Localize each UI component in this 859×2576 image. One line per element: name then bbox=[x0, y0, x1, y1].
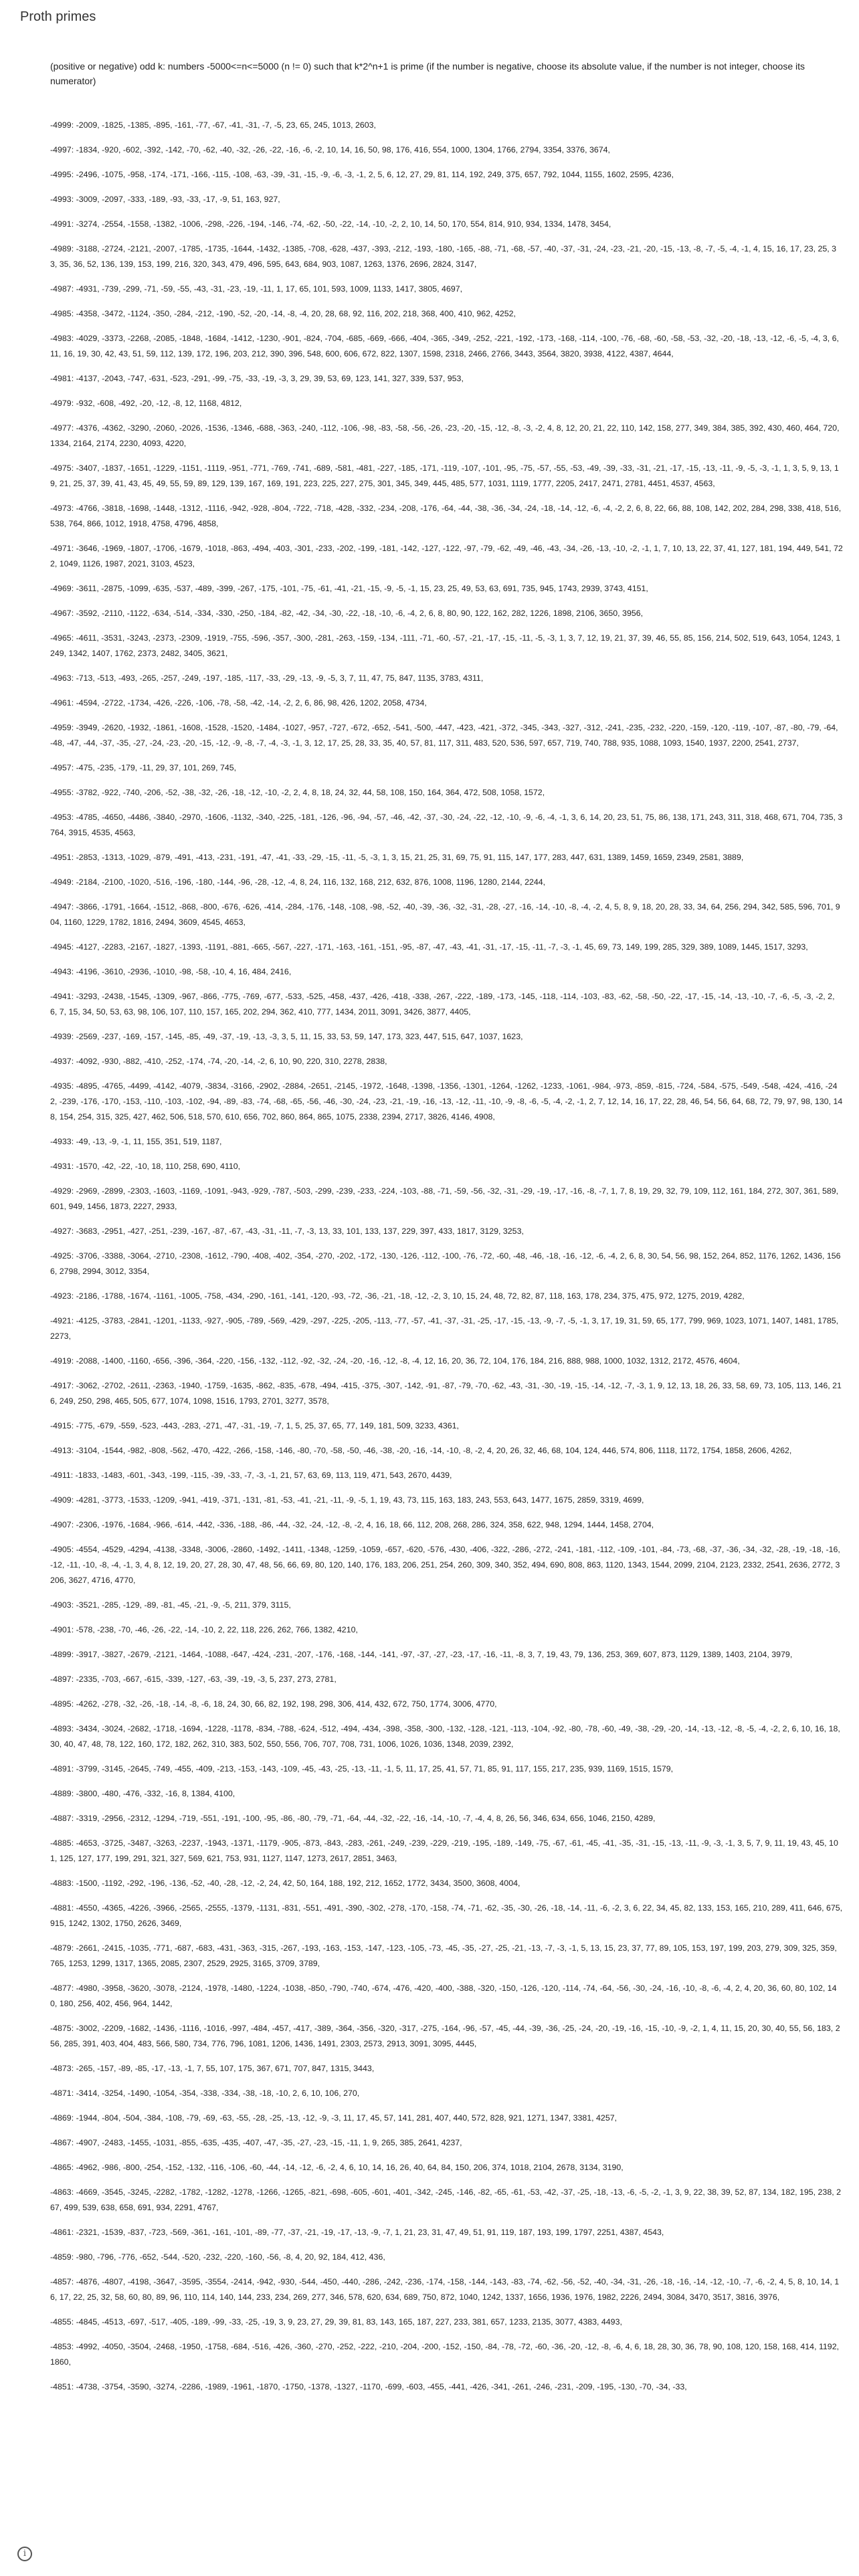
list-item: -4973: -4766, -3818, -1698, -1448, -1312, -1116, -942, -928, -804, -722, -718, -428, -332, -234, -208, -176, -64, -44, -38, -36, -34, -24, -18, -14, -12, -6, -4, -2, 2, 6, 8, 22, 66, 88, 108, 142, 202, 284, 298, 338, 418, 516, 538, 764, 866, 1012, 1918, 4758, 4796, 4858, bbox=[50, 504, 842, 528]
list-item: -4903: -3521, -285, -129, -89, -81, -45, -21, -9, -5, 211, 379, 3115, bbox=[50, 1600, 291, 1610]
list-item: -4891: -3799, -3145, -2645, -749, -455, -409, -213, -153, -143, -109, -45, -43, -25, -13, -11, -1, 5, 11, 17, 25, 41, 57, 71, 85, 91, 117, 155, 217, 235, 939, 1169, 1515, 1579, bbox=[50, 1764, 674, 1774]
list-item: -4935: -4895, -4765, -4499, -4142, -4079, -3834, -3166, -2902, -2884, -2651, -2145, -1972, -1648, -1398, -1356, -1301, -1264, -1262, -1233, -1061, -984, -973, -859, -815, -724, -584, -575, -549, -548, -424, -416, -242, -239, -176, -170, -153, -110, -103, -102, -94, -89, -83, -74, -68, -65, -56, -46, -30, -24, -23, -21, -19, -16, -13, -12, -11, -10, -9, -8, -6, -5, -4, -2, -1, 2, 7, 12, 14, 16, 17, 22, 28, 46, 54, 56, 64, 68, 72, 79, 97, 98, 130, 148, 154, 254, 315, 325, 427, 462, 506, 518, 570, 610, 656, 702, 860, 864, 865, 1075, 2338, 2394, 2717, 3826, 4146, 4908, bbox=[50, 1081, 843, 1121]
primes-list bbox=[50, 118, 843, 2404]
list-item: -4971: -3646, -1969, -1807, -1706, -1679, -1018, -863, -494, -403, -301, -233, -202, -199, -181, -142, -127, -122, -97, -79, -62, -49, -46, -43, -34, -26, -13, -10, -2, -1, 1, 7, 10, 13, 22, 37, 41, 127, 181, 194, 449, 541, 722, 1049, 1126, 1987, 2021, 3103, 4523, bbox=[50, 544, 843, 568]
list-item: -4997: -1834, -920, -602, -392, -142, -70, -62, -40, -32, -26, -22, -16, -6, -2, 10, 14, 16, 50, 98, 176, 416, 554, 1000, 1304, 1766, 2794, 3354, 3376, 3674, bbox=[50, 145, 610, 154]
list-item: -4915: -775, -679, -559, -523, -443, -283, -271, -47, -31, -19, -7, 1, 5, 25, 37, 65, 77, 149, 181, 509, 3233, 4361, bbox=[50, 1421, 460, 1430]
list-item: -4977: -4376, -4362, -3290, -2060, -2026, -1536, -1346, -688, -363, -240, -112, -106, -98, -83, -58, -56, -26, -23, -20, -15, -12, -8, -3, -2, 4, 8, 12, 20, 21, 22, 110, 142, 158, 277, 349, 384, 385, 392, 430, 460, 464, 720, 1334, 2164, 2174, 2230, 4093, 4220, bbox=[50, 423, 840, 448]
list-item: -4905: -4554, -4529, -4294, -4138, -3348, -3006, -2860, -1492, -1411, -1348, -1259, -1059, -657, -620, -576, -430, -406, -322, -286, -272, -241, -181, -112, -109, -101, -84, -73, -68, -37, -36, -34, -32, -28, -19, -18, -16, -12, -11, -10, -8, -4, -1, 3, 4, 8, 12, 19, 20, 27, 28, 30, 47, 48, 56, 66, 69, 80, 120, 140, 176, 183, 206, 251, 254, 260, 309, 340, 352, 494, 690, 808, 863, 1120, 1343, 1544, 2099, 2104, 2123, 2332, 2541, 2636, 2772, 3206, 3627, 4716, 4770, bbox=[50, 1545, 840, 1585]
list-item: -4937: -4092, -930, -882, -410, -252, -174, -74, -20, -14, -2, 6, 10, 90, 220, 310, 2278, 2838, bbox=[50, 1057, 387, 1066]
list-item: -4863: -4669, -3545, -3245, -2282, -1782, -1282, -1278, -1266, -1265, -821, -698, -605, -601, -401, -342, -245, -146, -82, -65, -61, -53, -42, -37, -25, -18, -13, -6, -5, -2, -1, 3, 9, 22, 38, 39, 52, 87, 134, 182, 195, 238, 267, 499, 539, 638, 658, 691, 934, 2291, 4767, bbox=[50, 2187, 841, 2212]
list-item: -4925: -3706, -3388, -3064, -2710, -2308, -1612, -790, -408, -402, -354, -270, -202, -172, -130, -126, -112, -100, -76, -72, -60, -48, -46, -18, -16, -12, -6, -4, 2, 6, 8, 30, 54, 56, 98, 152, 264, 852, 1176, 1262, 1436, 1566, 2798, 2994, 3012, 3354, bbox=[50, 1251, 841, 1276]
list-item: -4889: -3800, -480, -476, -332, -16, 8, 1384, 4100, bbox=[50, 1789, 235, 1798]
list-item: -4875: -3002, -2209, -1682, -1436, -1116, -1016, -997, -484, -457, -417, -389, -364, -356, -320, -317, -275, -164, -96, -57, -45, -44, -39, -36, -25, -24, -20, -19, -16, -15, -10, -9, -2, 1, 4, 11, 15, 20, 30, 40, 55, 56, 183, 256, 285, 391, 403, 404, 483, 566, 580, 734, 776, 796, 1081, 1206, 1436, 1491, 2303, 2573, 2913, 3091, 3095, 4445, bbox=[50, 2024, 840, 2048]
list-item: -4931: -1570, -42, -22, -10, 18, 110, 258, 690, 4110, bbox=[50, 1162, 241, 1171]
list-item: -4965: -4611, -3531, -3243, -2373, -2309, -1919, -755, -596, -357, -300, -281, -263, -159, -134, -111, -71, -60, -57, -21, -17, -15, -11, -5, -3, 1, 3, 7, 12, 19, 21, 37, 39, 46, 55, 85, 156, 214, 502, 519, 643, 1054, 1243, 1249, 1342, 1407, 1762, 2373, 2482, 3405, 3621, bbox=[50, 633, 841, 658]
list-item: -4953: -4785, -4650, -4486, -3840, -2970, -1606, -1132, -340, -225, -181, -126, -96, -94, -57, -46, -42, -37, -30, -24, -22, -12, -10, -9, -6, -4, -1, 3, 6, 14, 20, 23, 51, 75, 86, 138, 171, 243, 311, 318, 468, 671, 704, 735, 3764, 3915, 4535, 4563, bbox=[50, 813, 843, 837]
list-item: -4985: -4358, -3472, -1124, -350, -284, -212, -190, -52, -20, -14, -8, -4, 20, 28, 68, 92, 116, 202, 218, 368, 400, 410, 962, 4252, bbox=[50, 309, 516, 318]
list-item: -4989: -3188, -2724, -2121, -2007, -1785, -1735, -1644, -1432, -1385, -708, -628, -437, -393, -212, -193, -180, -165, -88, -71, -68, -57, -40, -37, -31, -24, -23, -21, -20, -15, -13, -8, -7, -5, -4, -1, 4, 15, 16, 17, 23, 25, 33, 35, 36, 52, 136, 139, 153, 199, 216, 320, 343, 479, 496, 595, 643, 684, 903, 1087, 1263, 1376, 2696, 2824, 3147, bbox=[50, 244, 837, 269]
list-item: -4921: -4125, -3783, -2841, -1201, -1133, -927, -905, -789, -569, -429, -297, -225, -205, -113, -77, -57, -41, -37, -31, -25, -17, -15, -13, -9, -7, -5, -1, 3, 17, 19, 31, 59, 65, 177, 799, 969, 1023, 1071, 1407, 1481, 1785, 2273, bbox=[50, 1316, 839, 1341]
list-item: -4913: -3104, -1544, -982, -808, -562, -470, -422, -266, -158, -146, -80, -70, -58, -50, -46, -38, -20, -16, -14, -10, -8, -2, 4, 20, 26, 32, 46, 68, 104, 124, 446, 574, 806, 1118, 1172, 1754, 1858, 2606, 4262, bbox=[50, 1446, 792, 1455]
info-icon[interactable]: i bbox=[17, 2547, 32, 2561]
list-item: -4941: -3293, -2438, -1545, -1309, -967, -866, -775, -769, -677, -533, -525, -458, -437, -426, -418, -338, -267, -222, -189, -173, -145, -118, -114, -103, -83, -62, -58, -50, -22, -17, -15, -14, -13, -10, -7, -6, -5, -3, -2, 2, 6, 7, 15, 34, 50, 53, 63, 98, 106, 107, 110, 157, 165, 202, 294, 362, 410, 777, 1434, 2011, 3091, 3426, 3877, 4405, bbox=[50, 992, 835, 1016]
list-item: -4955: -3782, -922, -740, -206, -52, -38, -32, -26, -18, -12, -10, -2, 2, 4, 8, 18, 24, 32, 44, 58, 108, 150, 164, 364, 472, 508, 1058, 1572, bbox=[50, 788, 545, 797]
list-item: -4939: -2569, -237, -169, -157, -145, -85, -49, -37, -19, -13, -3, 3, 5, 11, 15, 33, 53, 59, 147, 173, 323, 447, 515, 647, 1037, 1623, bbox=[50, 1032, 523, 1041]
list-item: -4957: -475, -235, -179, -11, 29, 37, 101, 269, 745, bbox=[50, 763, 237, 772]
list-item: -4897: -2335, -703, -667, -615, -339, -127, -63, -39, -19, -3, 5, 237, 273, 2781, bbox=[50, 1675, 337, 1684]
list-item: -4901: -578, -238, -70, -46, -26, -22, -14, -10, 2, 22, 118, 226, 262, 766, 1382, 4210, bbox=[50, 1625, 358, 1634]
list-item: -4963: -713, -513, -493, -265, -257, -249, -197, -185, -117, -33, -29, -13, -9, -5, 3, 7, 11, 47, 75, 847, 1135, 3783, 4311, bbox=[50, 673, 484, 683]
list-item: -4949: -2184, -2100, -1020, -516, -196, -180, -144, -96, -28, -12, -4, 8, 24, 116, 132, 168, 212, 632, 876, 1008, 1196, 1280, 2144, 2244, bbox=[50, 877, 546, 887]
list-item: -4933: -49, -13, -9, -1, 11, 155, 351, 519, 1187, bbox=[50, 1137, 222, 1146]
list-item: -4909: -4281, -3773, -1533, -1209, -941, -419, -371, -131, -81, -53, -41, -21, -11, -9, -5, 1, 19, 43, 73, 115, 163, 183, 243, 553, 643, 1477, 1675, 2859, 3319, 4699, bbox=[50, 1495, 644, 1505]
list-item: -4873: -265, -157, -89, -85, -17, -13, -1, 7, 55, 107, 175, 367, 671, 707, 847, 1315, 3443, bbox=[50, 2064, 375, 2073]
list-item: -4907: -2306, -1976, -1684, -966, -614, -442, -336, -188, -86, -44, -32, -24, -12, -8, -2, 4, 16, 18, 66, 112, 208, 268, 286, 324, 358, 622, 948, 1294, 1444, 1458, 2704, bbox=[50, 1520, 654, 1529]
list-item: -4983: -4029, -3373, -2268, -2085, -1848, -1684, -1412, -1230, -901, -824, -704, -685, -669, -666, -404, -365, -349, -252, -221, -192, -173, -168, -114, -100, -76, -68, -60, -58, -53, -32, -20, -18, -13, -12, -6, -5, -4, 3, 6, 11, 16, 19, 30, 42, 43, 51, 59, 112, 139, 172, 196, 203, 212, 390, 396, 548, 600, 606, 672, 822, 1307, 1598, 2318, 2466, 2766, 3443, 3564, 3820, 3938, 4122, 4387, 4644, bbox=[50, 334, 839, 358]
list-item: -4885: -4653, -3725, -3487, -3263, -2237, -1943, -1371, -1179, -905, -873, -843, -283, -261, -249, -239, -229, -219, -195, -189, -149, -75, -67, -61, -45, -41, -35, -31, -15, -13, -11, -9, -3, -1, 3, 5, 7, 9, 11, 19, 43, 45, 101, 125, 127, 177, 199, 291, 321, 327, 569, 621, 753, 931, 1127, 1147, 1273, 2617, 2851, 3463, bbox=[50, 1838, 838, 1863]
list-item: -4871: -3414, -3254, -1490, -1054, -354, -338, -334, -38, -18, -10, 2, 6, 10, 106, 270, bbox=[50, 2088, 360, 2098]
list-item: -4919: -2088, -1400, -1160, -656, -396, -364, -220, -156, -132, -112, -92, -32, -24, -20, -16, -12, -8, -4, 12, 16, 20, 36, 72, 104, 176, 184, 216, 888, 988, 1000, 1032, 1312, 2172, 4576, 4604, bbox=[50, 1356, 740, 1366]
list-item: -4879: -2661, -2415, -1035, -771, -687, -683, -431, -363, -315, -267, -193, -163, -153, -147, -123, -105, -73, -45, -35, -27, -25, -21, -13, -7, -3, -1, 5, 13, 15, 23, 37, 77, 89, 105, 153, 197, 199, 203, 279, 309, 325, 359, 765, 1253, 1299, 1317, 1365, 2085, 2307, 2529, 2925, 3165, 3709, 3789, bbox=[50, 1943, 837, 1968]
list-item: -4877: -4980, -3958, -3620, -3078, -2124, -1978, -1480, -1224, -1038, -850, -790, -740, -674, -476, -420, -400, -388, -320, -150, -126, -120, -114, -74, -64, -56, -30, -24, -16, -10, -8, -6, -4, 2, 4, 20, 36, 60, 80, 102, 140, 180, 256, 402, 456, 964, 1442, bbox=[50, 1983, 837, 2008]
list-item: -4979: -932, -608, -492, -20, -12, -8, 12, 1168, 4812, bbox=[50, 399, 242, 408]
list-item: -4993: -3009, -2097, -333, -189, -93, -33, -17, -9, 51, 163, 927, bbox=[50, 195, 280, 204]
list-item: -4855: -4845, -4513, -697, -517, -405, -189, -99, -33, -25, -19, 3, 9, 23, 27, 29, 39, 81, 83, 143, 165, 187, 227, 233, 381, 657, 1233, 2135, 3077, 4383, 4493, bbox=[50, 2317, 622, 2327]
list-item: -4881: -4550, -4365, -4226, -3966, -2565, -2555, -1379, -1131, -831, -551, -491, -390, -302, -278, -170, -158, -74, -71, -62, -35, -30, -26, -18, -14, -11, -6, -2, 3, 6, 22, 34, 45, 82, 133, 153, 165, 210, 289, 411, 646, 675, 915, 1242, 1302, 1750, 2626, 3469, bbox=[50, 1903, 843, 1928]
page-title: Proth primes bbox=[20, 9, 96, 24]
list-item: -4851: -4738, -3754, -3590, -3274, -2286, -1989, -1961, -1870, -1750, -1378, -1327, -1170, -699, -603, -455, -441, -426, -341, -261, -246, -231, -209, -195, -130, -70, -34, -33, bbox=[50, 2382, 687, 2391]
intro-text: (positive or negative) odd k: numbers -5000<=n<=5000 (n != 0) such that k*2^n+1 is prime (if the number is negative, choose its absolute value, if the number is not integer, choose its numerator) bbox=[50, 61, 805, 86]
list-item: -4969: -3611, -2875, -1099, -635, -537, -489, -399, -267, -175, -101, -75, -61, -41, -21, -15, -9, -5, -1, 15, 23, 25, 49, 53, 63, 691, 735, 945, 1743, 2939, 3743, 4151, bbox=[50, 584, 648, 593]
list-item: -4929: -2969, -2899, -2303, -1603, -1169, -1091, -943, -929, -787, -503, -299, -239, -233, -224, -103, -88, -71, -59, -56, -32, -31, -29, -19, -17, -16, -8, -7, 1, 7, 8, 19, 29, 32, 79, 109, 112, 161, 184, 272, 307, 361, 589, 601, 949, 1456, 1873, 2227, 2933, bbox=[50, 1186, 839, 1211]
list-item: -4911: -1833, -1483, -601, -343, -199, -115, -39, -33, -7, -3, -1, 21, 57, 63, 69, 113, 119, 471, 543, 2670, 4439, bbox=[50, 1471, 452, 1480]
list-item: -4899: -3917, -3827, -2679, -2121, -1464, -1088, -647, -424, -231, -207, -176, -168, -144, -141, -97, -37, -27, -23, -17, -16, -11, -8, 3, 7, 19, 43, 79, 136, 253, 369, 607, 873, 1129, 1389, 1403, 2104, 3979, bbox=[50, 1650, 793, 1659]
list-item: -4981: -4137, -2043, -747, -631, -523, -291, -99, -75, -33, -19, -3, 3, 29, 39, 53, 69, 123, 141, 327, 339, 537, 953, bbox=[50, 374, 464, 383]
list-item: -4865: -4962, -986, -800, -254, -152, -132, -116, -106, -60, -44, -14, -12, -6, -2, 4, 6, 10, 14, 16, 26, 40, 64, 84, 150, 206, 374, 1018, 2104, 2678, 3134, 3190, bbox=[50, 2163, 624, 2172]
list-item: -4947: -3866, -1791, -1664, -1512, -868, -800, -676, -626, -414, -284, -176, -148, -108, -98, -52, -40, -39, -36, -32, -31, -28, -27, -16, -14, -10, -8, -4, -2, 4, 5, 8, 9, 18, 20, 28, 33, 34, 64, 256, 294, 342, 585, 596, 701, 904, 1160, 1229, 1782, 1816, 2494, 3609, 4545, 4653, bbox=[50, 902, 840, 927]
list-item: -4961: -4594, -2722, -1734, -426, -226, -106, -78, -58, -42, -14, -2, 2, 6, 86, 98, 426, 1202, 2058, 4734, bbox=[50, 698, 427, 708]
list-item: -4967: -3592, -2110, -1122, -634, -514, -334, -330, -250, -184, -82, -42, -34, -30, -22, -18, -10, -6, -4, 2, 6, 8, 80, 90, 122, 162, 282, 1226, 1898, 2106, 3650, 3956, bbox=[50, 609, 644, 618]
list-item: -4867: -4907, -2483, -1455, -1031, -855, -635, -435, -407, -47, -35, -27, -23, -15, -11, 1, 9, 265, 385, 2641, 4237, bbox=[50, 2138, 462, 2147]
list-item: -4869: -1944, -804, -504, -384, -108, -79, -69, -63, -55, -28, -25, -13, -12, -9, -3, 11, 17, 45, 57, 141, 281, 407, 440, 572, 828, 921, 1271, 1347, 3381, 4257, bbox=[50, 2113, 617, 2123]
list-item: -4987: -4931, -739, -299, -71, -59, -55, -43, -31, -23, -19, -11, 1, 17, 65, 101, 593, 1009, 1133, 1417, 3805, 4697, bbox=[50, 284, 463, 294]
list-item: -4943: -4196, -3610, -2936, -1010, -98, -58, -10, 4, 16, 484, 2416, bbox=[50, 967, 292, 976]
list-item: -4887: -3319, -2956, -2312, -1294, -719, -551, -191, -100, -95, -86, -80, -79, -71, -64, -44, -32, -22, -16, -14, -10, -7, -4, 4, 8, 26, 56, 346, 634, 656, 1046, 2150, 4289, bbox=[50, 1814, 656, 1823]
list-item: -4893: -3434, -3024, -2682, -1718, -1694, -1228, -1178, -834, -788, -624, -512, -494, -434, -398, -358, -300, -132, -128, -121, -113, -104, -92, -80, -78, -60, -49, -38, -29, -20, -14, -13, -12, -8, -5, -4, -2, 2, 6, 10, 16, 18, 30, 40, 47, 48, 78, 122, 160, 172, 182, 262, 310, 383, 502, 550, 556, 706, 707, 708, 731, 1006, 1026, 1036, 1348, 2039, 2392, bbox=[50, 1724, 840, 1749]
list-item: -4859: -980, -796, -776, -652, -544, -520, -232, -220, -160, -56, -8, 4, 20, 92, 184, 412, 436, bbox=[50, 2252, 385, 2262]
list-item: -4951: -2853, -1313, -1029, -879, -491, -413, -231, -191, -47, -41, -33, -29, -15, -11, -5, -3, 1, 3, 15, 21, 25, 31, 69, 75, 91, 115, 147, 177, 283, 447, 631, 1389, 1459, 1659, 2349, 2581, 3889, bbox=[50, 853, 744, 862]
list-item: -4917: -3062, -2702, -2611, -2363, -1940, -1759, -1635, -862, -835, -678, -494, -415, -375, -307, -142, -91, -87, -79, -70, -62, -43, -31, -30, -19, -15, -14, -12, -7, -3, 1, 9, 12, 13, 18, 26, 33, 58, 69, 73, 105, 113, 146, 216, 249, 250, 298, 465, 505, 677, 1074, 1098, 1516, 1793, 2701, 3277, 3578, bbox=[50, 1381, 842, 1406]
list-item: -4923: -2186, -1788, -1674, -1161, -1005, -758, -434, -290, -161, -141, -120, -93, -72, -36, -21, -18, -12, -2, 3, 10, 15, 24, 48, 72, 82, 87, 118, 163, 178, 234, 375, 475, 972, 1275, 2019, 4282, bbox=[50, 1291, 745, 1301]
list-item: -4945: -4127, -2283, -2167, -1827, -1393, -1191, -881, -665, -567, -227, -171, -163, -161, -151, -95, -87, -47, -43, -41, -31, -17, -15, -11, -7, -3, -1, 45, 69, 73, 149, 199, 285, 329, 389, 1089, 1445, 1517, 3293, bbox=[50, 942, 808, 952]
list-item: -4853: -4992, -4050, -3504, -2468, -1950, -1758, -684, -516, -426, -360, -270, -252, -222, -210, -204, -200, -152, -150, -84, -78, -72, -60, -36, -20, -12, -8, -6, 4, 6, 18, 28, 30, 36, 78, 90, 108, 120, 158, 168, 414, 1192, 1860, bbox=[50, 2342, 840, 2367]
list-item: -4959: -3949, -2620, -1932, -1861, -1608, -1528, -1520, -1484, -1027, -957, -727, -672, -652, -541, -500, -447, -423, -421, -372, -345, -343, -327, -312, -241, -235, -232, -220, -159, -120, -119, -107, -87, -80, -79, -64, -48, -47, -44, -37, -35, -27, -24, -23, -20, -15, -12, -9, -8, -7, -4, -3, -1, 3, 12, 17, 25, 28, 33, 35, 40, 57, 81, 117, 311, 483, 520, 536, 597, 657, 719, 740, 788, 935, 1088, 1093, 1540, 1937, 2200, 2541, 2737, bbox=[50, 723, 838, 748]
list-item: -4883: -1500, -1192, -292, -196, -136, -52, -40, -28, -12, -2, 24, 42, 50, 164, 188, 192, 212, 1652, 1772, 3434, 3500, 3608, 4004, bbox=[50, 1879, 520, 1888]
list-item: -4895: -4262, -278, -32, -26, -18, -14, -8, -6, 18, 24, 30, 66, 82, 192, 198, 298, 306, 414, 432, 672, 750, 1774, 3006, 4770, bbox=[50, 1699, 497, 1709]
list-item: -4995: -2496, -1075, -958, -174, -171, -166, -115, -108, -63, -39, -31, -15, -9, -6, -3, -1, 2, 5, 6, 12, 27, 29, 81, 114, 192, 249, 375, 657, 792, 1044, 1155, 1602, 2595, 4236, bbox=[50, 170, 674, 179]
list-item: -4927: -3683, -2951, -427, -251, -239, -167, -87, -67, -43, -31, -11, -7, -3, 13, 33, 101, 133, 137, 229, 397, 433, 1817, 3129, 3253, bbox=[50, 1226, 524, 1236]
list-item: -4999: -2009, -1825, -1385, -895, -161, -77, -67, -41, -31, -7, -5, 23, 65, 245, 1013, 2603, bbox=[50, 120, 376, 130]
list-item: -4975: -3407, -1837, -1651, -1229, -1151, -1119, -951, -771, -769, -741, -689, -581, -481, -227, -185, -171, -119, -107, -101, -95, -75, -57, -55, -53, -49, -39, -33, -31, -21, -17, -15, -13, -11, -9, -5, -3, -1, 1, 3, 5, 9, 13, 19, 21, 25, 37, 39, 41, 43, 45, 49, 55, 59, 89, 129, 139, 167, 169, 191, 223, 225, 227, 275, 301, 345, 349, 445, 485, 577, 1031, 1119, 1777, 2205, 2417, 2471, 2781, 4451, 4537, 4563, bbox=[50, 463, 839, 488]
list-item: -4857: -4876, -4807, -4198, -3647, -3595, -3554, -2414, -942, -930, -544, -450, -440, -286, -242, -236, -174, -158, -144, -143, -83, -74, -62, -56, -52, -40, -34, -31, -26, -18, -16, -14, -12, -10, -7, -6, -2, 4, 5, 8, 10, 14, 16, 17, 22, 25, 32, 58, 60, 80, 89, 96, 110, 114, 140, 144, 233, 234, 269, 277, 346, 578, 620, 634, 689, 750, 872, 1040, 1242, 1337, 1656, 1936, 1976, 1982, 2226, 2494, 3084, 3470, 3517, 3816, 3976, bbox=[50, 2277, 840, 2302]
list-item: -4991: -3274, -2554, -1558, -1382, -1006, -298, -226, -194, -146, -74, -62, -50, -22, -14, -10, -2, 2, 10, 14, 50, 170, 554, 814, 910, 934, 1334, 1478, 3454, bbox=[50, 219, 611, 229]
list-item: -4861: -2321, -1539, -837, -723, -569, -361, -161, -101, -89, -77, -37, -21, -19, -17, -13, -9, -7, 1, 21, 23, 31, 47, 49, 51, 91, 119, 187, 193, 199, 1797, 2251, 4387, 4543, bbox=[50, 2228, 664, 2237]
